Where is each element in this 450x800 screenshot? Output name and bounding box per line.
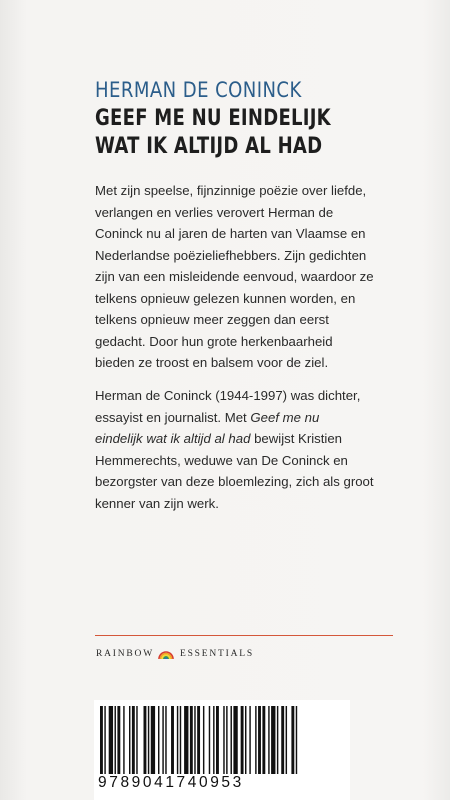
- bio-line: [95, 407, 395, 429]
- barcode-bar: [213, 706, 214, 774]
- barcode-bar: [104, 706, 105, 774]
- barcode-bar: [190, 706, 193, 774]
- barcode-bar: [184, 706, 188, 774]
- blurb-paragraph: [95, 180, 395, 374]
- blurb-line: Coninck nu al jaren de harten van Vlaamse en: [95, 226, 366, 241]
- book-title: [95, 105, 331, 161]
- bio-line: kenner van zijn werk.: [95, 495, 219, 511]
- barcode-bar: [165, 706, 166, 774]
- barcode-bars: [98, 706, 346, 774]
- barcode-bar: [151, 706, 155, 774]
- barcode-bar: [277, 706, 278, 774]
- publisher-imprint: [96, 649, 254, 659]
- isbn-barcode: [94, 700, 350, 800]
- bio-title-italic: eindelijk wat ik altijd al had: [95, 431, 251, 446]
- barcode-bar: [197, 706, 200, 774]
- barcode-bar: [194, 706, 195, 774]
- barcode-bar: [231, 706, 232, 774]
- bio-line: [95, 428, 395, 450]
- divider-rule: [95, 635, 393, 636]
- barcode-bar: [123, 706, 124, 774]
- barcode-bar: [291, 706, 294, 774]
- barcode-bar: [115, 706, 116, 774]
- barcode-bar: [258, 706, 261, 774]
- barcode-bar: [245, 706, 246, 774]
- bio-line: Herman de Coninck (1944-1997) was dichter,: [95, 388, 361, 403]
- barcode-bar: [209, 706, 210, 774]
- title-line-1: GEEF ME NU EINDELIJK: [95, 106, 331, 131]
- blurb-line: gedacht. Door hun grote herkenbaarheid: [95, 333, 333, 349]
- barcode-bar: [241, 706, 244, 774]
- barcode-bar: [286, 706, 287, 774]
- barcode-bar: [180, 706, 181, 774]
- blurb-line: bieden ze troost en balsem voor de ziel.: [95, 355, 329, 370]
- barcode-bar: [117, 706, 120, 774]
- barcode-bar: [158, 706, 159, 774]
- barcode-bar: [203, 706, 204, 774]
- barcode-bar: [162, 706, 163, 774]
- barcode-bar: [100, 706, 103, 774]
- bio-text: bewijst Kristien: [250, 431, 343, 446]
- barcode-bar: [216, 706, 219, 774]
- blurb-line: Nederlandse poëzieliefhebbers. Zijn gedichten: [95, 247, 367, 263]
- barcode-bar: [233, 706, 237, 774]
- rainbow-icon: [158, 649, 174, 659]
- bio-line: Hemmerechts, weduwe van De Coninck en: [95, 452, 348, 468]
- barcode-bar: [296, 706, 297, 774]
- bio-line: bezorgster van deze bloemlezing, zich als groot: [95, 474, 374, 489]
- author-bio-paragraph: [95, 385, 395, 514]
- barcode-bar: [177, 706, 178, 774]
- blurb-line: telkens opnieuw gelezen kunnen worden, en: [95, 290, 356, 306]
- barcode-bar: [148, 706, 149, 774]
- publisher-name-right: ESSENTIALS: [180, 649, 254, 659]
- title-line-2: WAT IK ALTIJD AL HAD: [95, 134, 323, 159]
- barcode-bar: [109, 706, 113, 774]
- barcode-bar: [144, 706, 147, 774]
- barcode-bar: [255, 706, 256, 774]
- barcode-bar: [249, 706, 250, 774]
- barcode-bar: [281, 706, 284, 774]
- bio-title-italic: Geef me nu: [250, 409, 320, 425]
- barcode-bar: [226, 706, 227, 774]
- blurb-line: Met zijn speelse, fijnzinnige poëzie over liefde,: [95, 183, 367, 198]
- bio-text: essayist en journalist. Met: [95, 409, 251, 425]
- blurb-line: telkens opnieuw meer zeggen dan eerst: [95, 312, 329, 327]
- blurb-line: zijn van een misleidende eenvoud, waardoor ze: [95, 269, 374, 284]
- blurb-line: verlangen en verlies verovert Herman de: [95, 204, 334, 220]
- author-name: HERMAN DE CONINCK: [95, 78, 302, 102]
- publisher-name-left: RAINBOW: [96, 649, 154, 659]
- barcode-bar: [268, 706, 269, 774]
- barcode-bar: [129, 706, 130, 774]
- barcode-bar: [171, 706, 174, 774]
- barcode-bar: [271, 706, 275, 774]
- barcode-bar: [136, 706, 137, 774]
- barcode-bar: [132, 706, 135, 774]
- barcode-bar: [223, 706, 224, 774]
- barcode-bar: [262, 706, 265, 774]
- isbn-number: 9789041740953: [98, 774, 244, 791]
